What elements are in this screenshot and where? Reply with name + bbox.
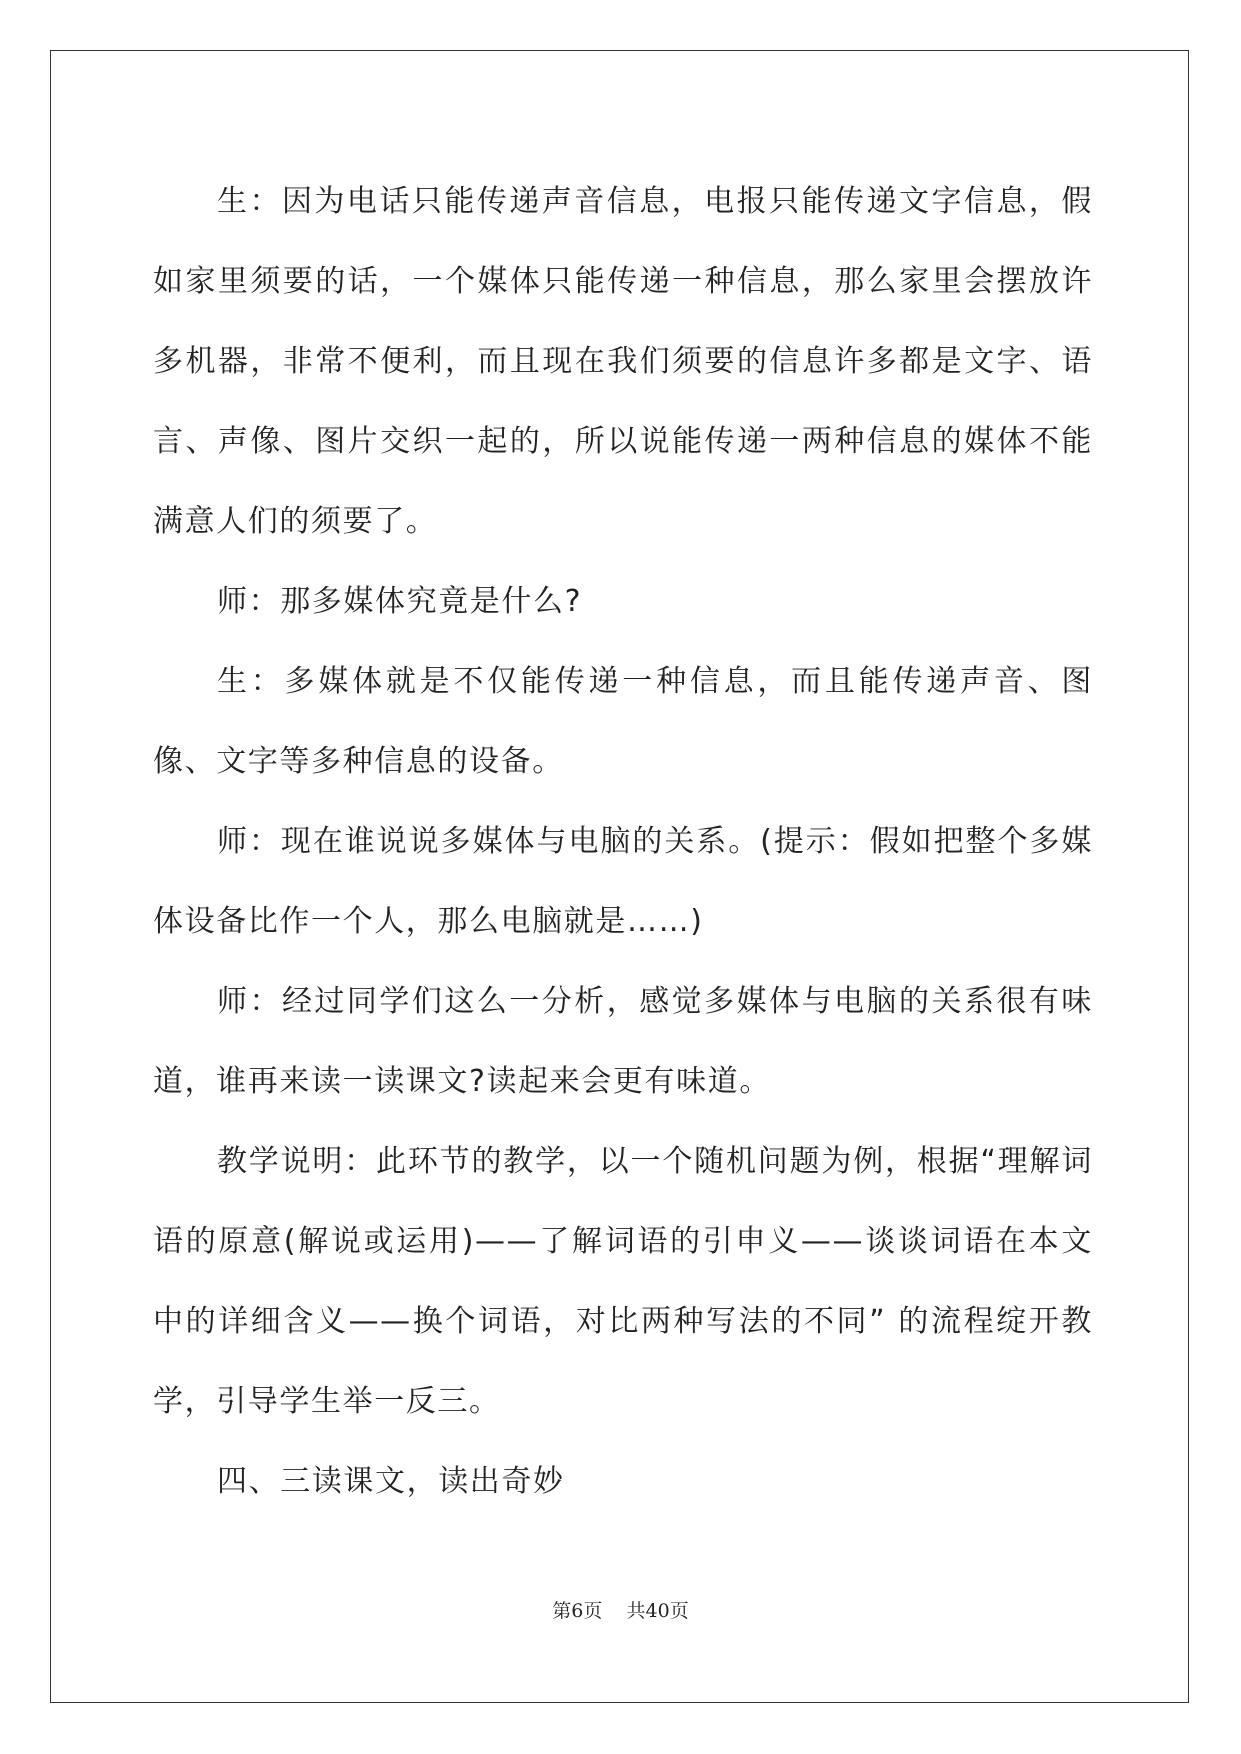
paragraph-teaching-note: 教学说明：此环节的教学，以一个随机问题为例，根据“理解词语的原意(解说或运用)——了解词语的引申义——谈谈词语在本文中的详细含义——换个词语，对比两种写法的不同” 的流程绽开教学，引导学生举一反三。 xyxy=(153,1144,1093,1419)
paragraph-student-answer-1: 生：因为电话只能传递声音信息，电报只能传递文字信息，假如家里须要的话，一个媒体只能传递一种信息，那么家里会摆放许多机器，非常不便利，而且现在我们须要的信息许多都是文字、语言、声像、图片交织一起的，所以说能传递一两种信息的媒体不能满意人们的须要了。 xyxy=(153,184,1093,539)
document-body xyxy=(153,162,1093,1522)
page-footer xyxy=(0,1596,1241,1623)
page-number-total: 共40页 xyxy=(626,1600,689,1622)
section-heading: 四、三读课文，读出奇妙 xyxy=(217,1464,565,1499)
paragraph-teacher-comment: 师：经过同学们这么一分析，感觉多媒体与电脑的关系很有味道，谁再来读一读课文?读起来会更有味道。 xyxy=(153,984,1093,1099)
page-number-current: 第6页 xyxy=(552,1600,603,1622)
paragraph-teacher-question-1: 师：那多媒体究竟是什么? xyxy=(217,584,583,619)
paragraph-teacher-question-2: 师：现在谁说说多媒体与电脑的关系。(提示：假如把整个多媒体设备比作一个人，那么电脑就是……) xyxy=(153,824,1093,939)
paragraph-student-answer-2: 生：多媒体就是不仅能传递一种信息，而且能传递声音、图像、文字等多种信息的设备。 xyxy=(153,664,1093,779)
